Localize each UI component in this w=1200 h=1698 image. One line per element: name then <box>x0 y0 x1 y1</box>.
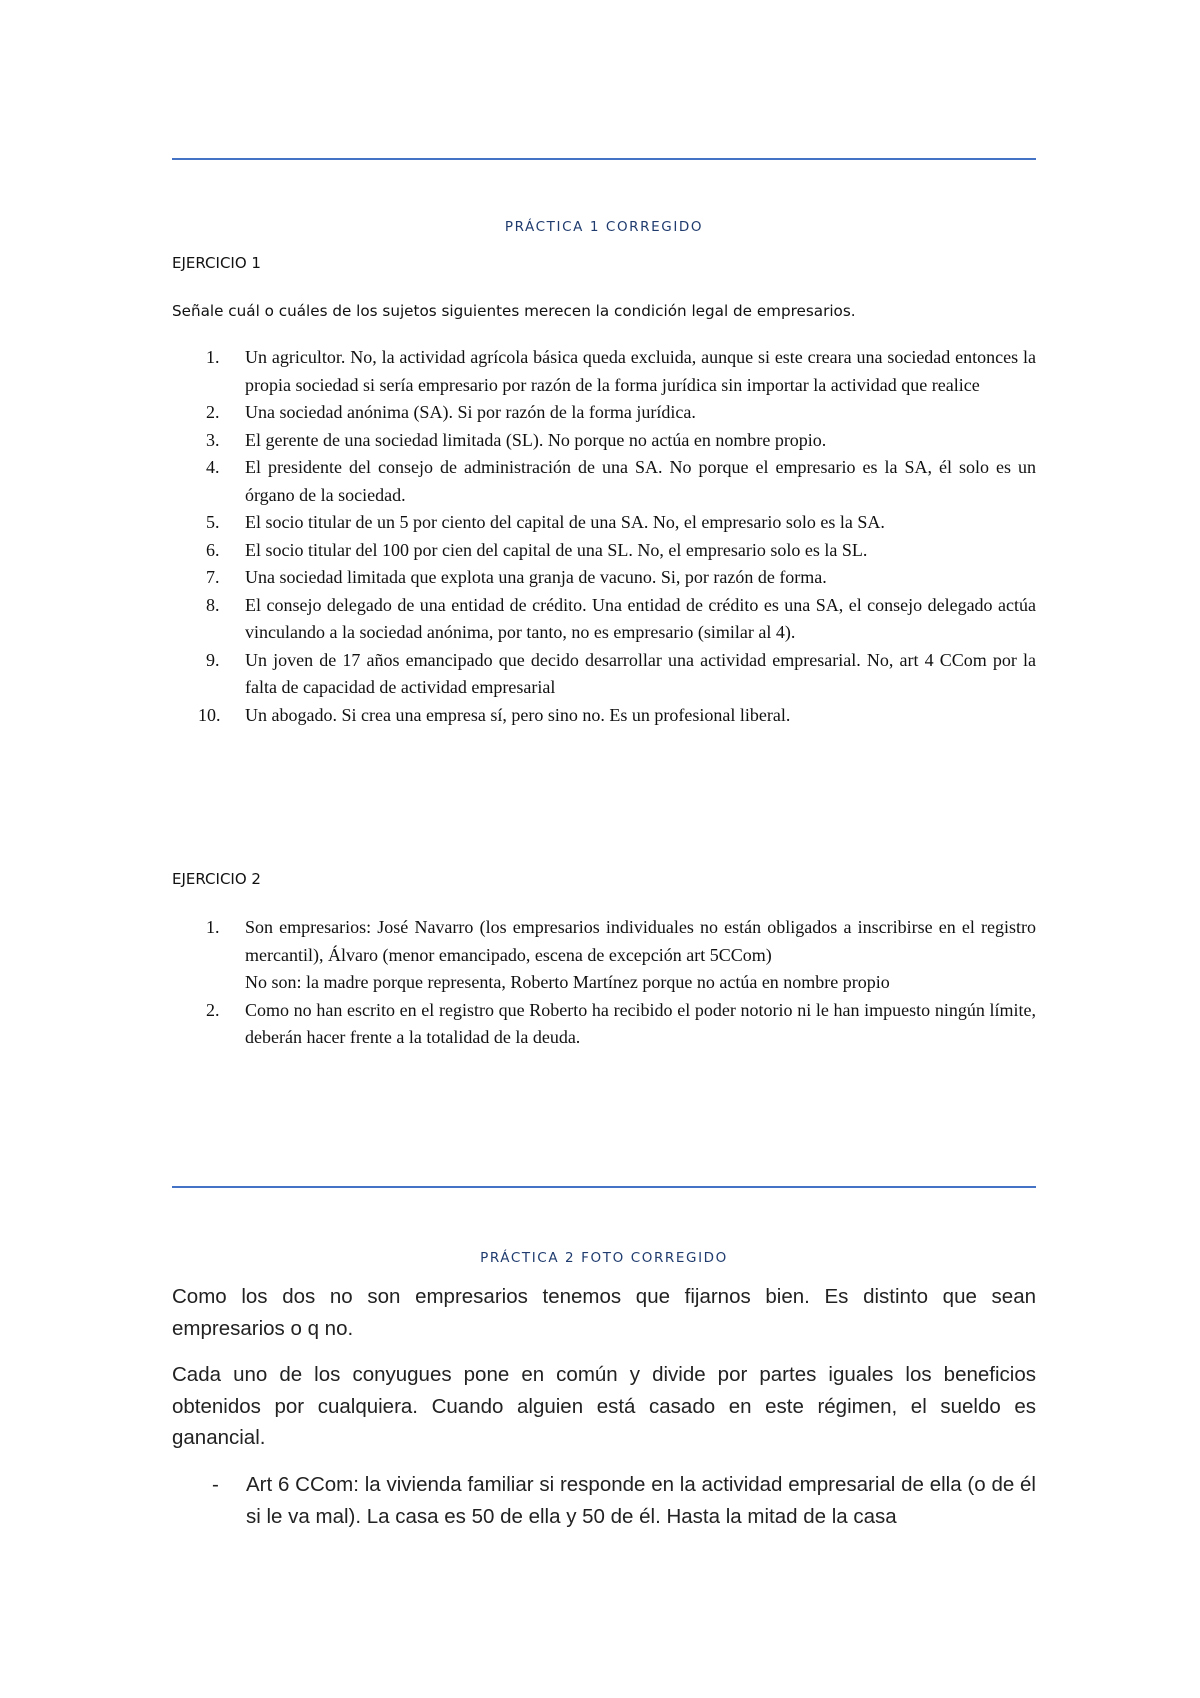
list-item <box>172 564 1036 592</box>
item-text: El socio titular del 100 por cien del capital de una SL. No, el empresario solo es la SL. <box>245 539 868 560</box>
item-text: Una sociedad limitada que explota una granja de vacuno. Si, por razón de forma. <box>245 567 827 587</box>
item-text: Una sociedad anónima (SA). Si por razón de la forma jurídica. <box>245 402 696 422</box>
top-divider <box>172 158 1036 160</box>
list-item <box>172 509 1036 537</box>
item-number: 8. <box>206 594 220 615</box>
item-number: 1. <box>206 917 220 937</box>
item-text: El gerente de una sociedad limitada (SL). No porque no actúa en nombre propio. <box>245 429 827 450</box>
exercise2-answer-list <box>172 914 1036 1052</box>
exercise1-question: Señale cuál o cuáles de los sujetos siguientes merecen la condición legal de empresarios. <box>172 302 856 320</box>
list-item <box>172 702 1036 730</box>
list-item <box>172 427 1036 455</box>
list-item <box>172 454 1036 509</box>
exercise2-label: EJERCICIO 2 <box>172 870 261 888</box>
item-number: 4. <box>206 457 220 477</box>
exercise1-label: EJERCICIO 1 <box>172 254 261 272</box>
item-number: 2. <box>206 999 220 1020</box>
item-text: El consejo delegado de una entidad de crédito. Una entidad de crédito es una SA, el consejo delegado actúa vinculando a la sociedad anónima, por tanto, no es empresario (similar al 4). <box>245 594 1036 642</box>
item-text: Un abogado. Si crea una empresa sí, pero sino no. Es un profesional liberal. <box>245 704 791 725</box>
item-text: Un agricultor. No, la actividad agrícola básica queda excluida, aunque si este creara una sociedad entonces la propia sociedad si sería empresario por razón de la forma jurídica sin importar la actividad que realice <box>245 347 1036 395</box>
item-text: Un joven de 17 años emancipado que decido desarrollar una actividad empresarial. No, art 4 CCom por la falta de capacidad de actividad empresarial <box>245 649 1036 697</box>
item-number: 1. <box>206 347 220 367</box>
item-number: 5. <box>206 512 220 532</box>
list-item <box>172 647 1036 702</box>
item-continuation: No son: la madre porque representa, Roberto Martínez porque no actúa en nombre propio <box>245 972 890 992</box>
item-text: Como no han escrito en el registro que Roberto ha recibido el poder notorio ni le han impuesto ningún límite, deberán hacer frente a la totalidad de la deuda. <box>245 999 1036 1047</box>
list-item <box>172 997 1036 1052</box>
item-number: 9. <box>206 649 220 670</box>
bullet-marker: - <box>212 1473 219 1496</box>
list-item <box>172 399 1036 427</box>
bullet-list <box>172 1469 1036 1532</box>
item-number: 10. <box>198 704 221 725</box>
item-text: Son empresarios: José Navarro (los empresarios individuales no están obligados a inscribirse en el registro mercantil), Álvaro (menor emancipado, escena de excepción art 5CCom) <box>245 917 1036 965</box>
body-paragraph: Cada uno de los conyugues pone en común y divide por partes iguales los beneficios obtenidos por cualquiera. Cuando alguien está casado en este régimen, el sueldo es ganancial. <box>172 1363 1036 1449</box>
item-number: 7. <box>206 567 220 587</box>
list-item <box>172 1469 1036 1532</box>
item-text: El socio titular de un 5 por ciento del capital de una SA. No, el empresario solo es la SA. <box>245 512 885 532</box>
list-item <box>172 344 1036 399</box>
exercise1-answer-list <box>172 344 1036 729</box>
list-item <box>172 537 1036 565</box>
list-item <box>172 914 1036 997</box>
list-item <box>172 592 1036 647</box>
item-text: Art 6 CCom: la vivienda familiar si responde en la actividad empresarial de ella (o de él si le va mal). La casa es 50 de ella y 50 de él. Hasta la mitad de la casa <box>246 1473 1036 1528</box>
section-divider <box>172 1186 1036 1188</box>
section2-heading: PRÁCTICA 2 FOTO CORREGIDO <box>480 1250 728 1266</box>
item-number: 6. <box>206 539 220 560</box>
item-number: 2. <box>206 402 220 422</box>
body-paragraph: Como los dos no son empresarios tenemos que fijarnos bien. Es distinto que sean empresarios o q no. <box>172 1285 1036 1340</box>
item-text: El presidente del consejo de administración de una SA. No porque el empresario es la SA, él solo es un órgano de la sociedad. <box>245 457 1036 505</box>
section1-heading: PRÁCTICA 1 CORREGIDO <box>504 219 704 235</box>
item-number: 3. <box>206 429 220 450</box>
